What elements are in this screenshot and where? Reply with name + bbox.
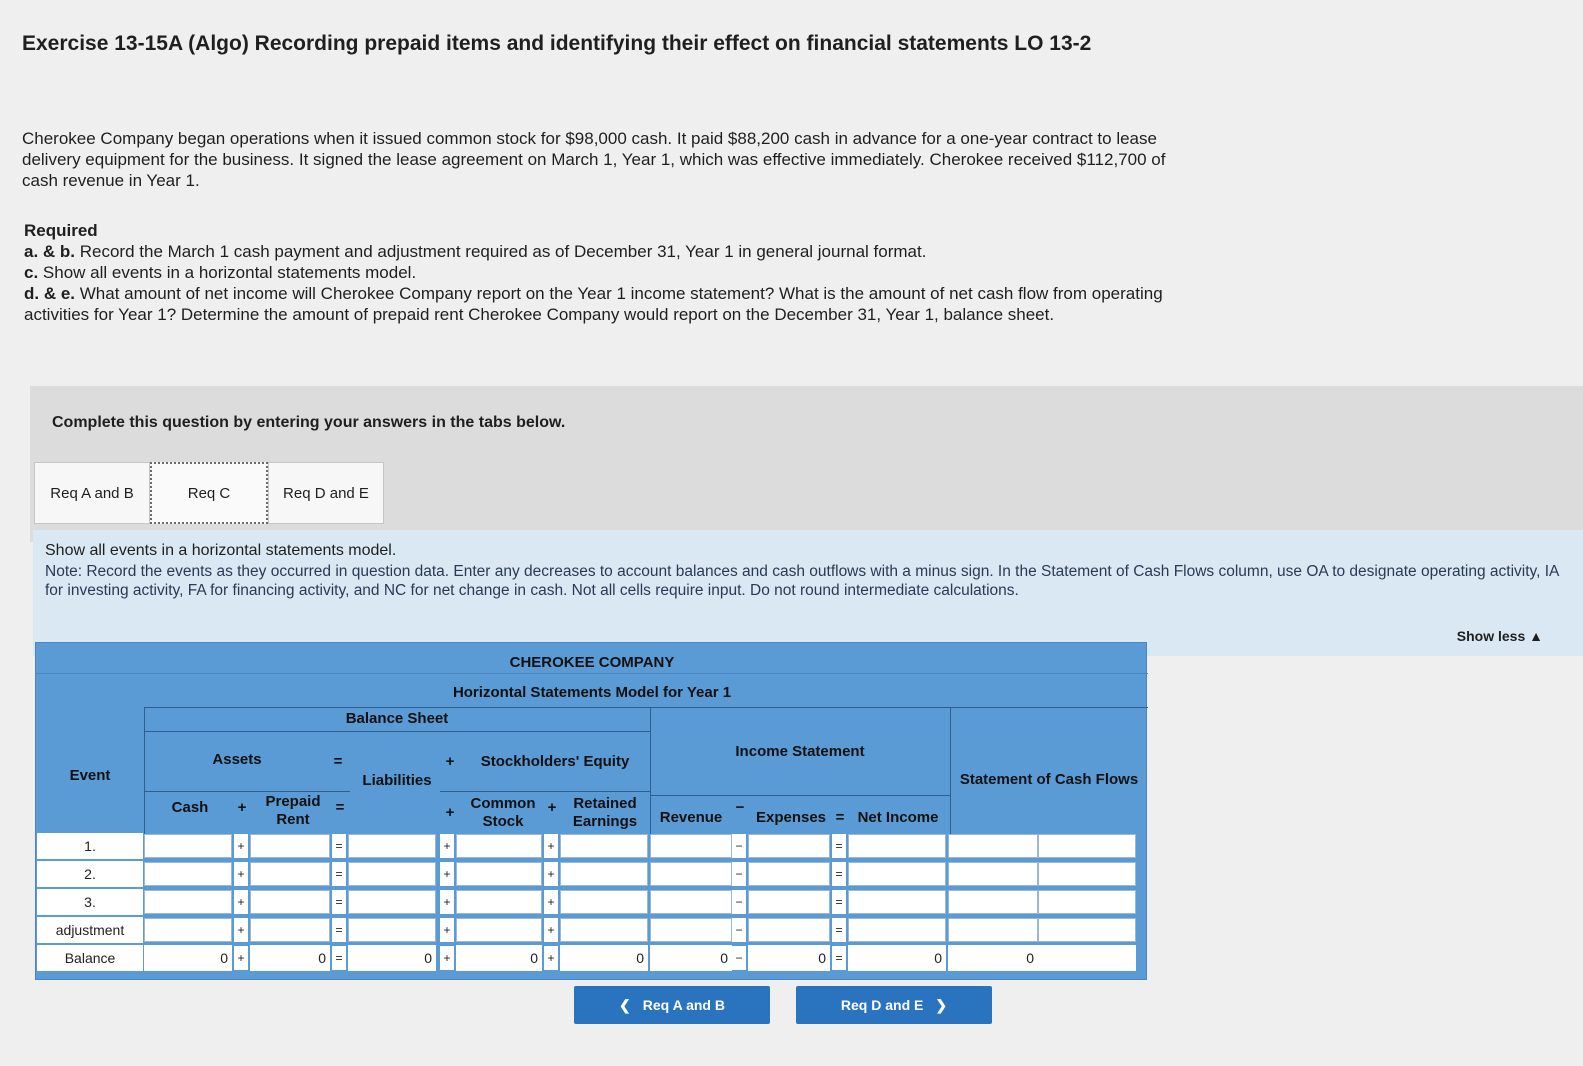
plus-sign-header: +: [445, 753, 455, 770]
liabilities-input[interactable]: [348, 862, 436, 886]
operator-sign: +: [234, 862, 248, 886]
event-row-label: 2.: [37, 861, 143, 887]
cf-amount-input[interactable]: [948, 834, 1038, 858]
complete-prompt: Complete this question by entering your answers in the tabs below.: [52, 414, 566, 431]
common-stock-header: Common Stock: [470, 795, 536, 830]
operator-sign: +: [234, 946, 248, 970]
next-req-button[interactable]: [796, 986, 992, 1024]
plus-sign-col-2: +: [445, 804, 455, 821]
balance-sheet-header: Balance Sheet: [345, 710, 449, 727]
retained-earnings-balance: 0: [560, 945, 648, 971]
show-less-link[interactable]: Show less ▲: [1456, 628, 1543, 644]
cash-input[interactable]: [144, 862, 232, 886]
cf-class-input[interactable]: [1038, 834, 1136, 858]
net-income-input[interactable]: [848, 890, 946, 914]
operator-sign: −: [732, 890, 746, 914]
instructions-line: Show all events in a horizontal statements model.: [45, 542, 397, 559]
operator-sign: =: [332, 834, 346, 858]
retained-earnings-input[interactable]: [560, 890, 648, 914]
operator-sign: +: [544, 946, 558, 970]
operator-sign: +: [544, 862, 558, 886]
cf-amount-input[interactable]: [948, 890, 1038, 914]
prepaid-rent-input[interactable]: [250, 918, 330, 942]
income-statement-header: Income Statement: [735, 743, 865, 760]
expenses-header: Expenses: [755, 809, 827, 826]
operator-sign: +: [234, 834, 248, 858]
net-income-header: Net Income: [857, 809, 939, 826]
cash-input[interactable]: [144, 890, 232, 914]
horizontal-statements-model: [35, 642, 1147, 980]
prev-req-button[interactable]: [574, 986, 770, 1024]
prepaid-rent-input[interactable]: [250, 862, 330, 886]
revenue-input[interactable]: [650, 890, 732, 914]
complete-prompt-bar: [30, 386, 1583, 456]
net-income-input[interactable]: [848, 862, 946, 886]
liabilities-input[interactable]: [348, 918, 436, 942]
prepaid-rent-input[interactable]: [250, 890, 330, 914]
operator-sign: =: [832, 946, 846, 970]
expenses-input[interactable]: [748, 862, 830, 886]
operator-sign: +: [544, 834, 558, 858]
cash-flows-header: Statement of Cash Flows: [959, 771, 1139, 788]
required-section: [24, 220, 1204, 325]
revenue-input[interactable]: [650, 862, 732, 886]
cf-class-input[interactable]: [1038, 890, 1136, 914]
operator-sign: −: [732, 946, 746, 970]
revenue-header: Revenue: [659, 809, 723, 826]
cf-amount-input[interactable]: [948, 862, 1038, 886]
liabilities-input[interactable]: [348, 890, 436, 914]
equals-sign-col: =: [335, 799, 345, 816]
prepaid-rent-balance: 0: [250, 945, 330, 971]
operator-sign: +: [234, 890, 248, 914]
net-income-input[interactable]: [848, 918, 946, 942]
exercise-title: Exercise 13-15A (Algo) Recording prepaid items and identifying their effect on financial statements LO 13-2: [22, 32, 1092, 55]
expenses-balance: 0: [748, 945, 830, 971]
stockholders-equity-header: Stockholders' Equity: [480, 753, 630, 770]
tab-req-d-and-e[interactable]: Req D and E: [268, 462, 384, 524]
operator-sign: +: [440, 862, 454, 886]
liabilities-input[interactable]: [348, 834, 436, 858]
operator-sign: =: [832, 918, 846, 942]
event-header: Event: [69, 767, 111, 784]
problem-text: Cherokee Company began operations when it issued common stock for $98,000 cash. It paid $88,200 cash in advance for a one-year contract to lease delivery equipment for the business. It signed the lease agreement on March 1, Year 1, which was effective immediately. Cherokee received $112,700 of cash revenue in Year 1.: [22, 129, 1166, 190]
liabilities-balance: 0: [348, 945, 436, 971]
operator-sign: =: [832, 834, 846, 858]
cash-input[interactable]: [144, 918, 232, 942]
operator-sign: +: [234, 918, 248, 942]
assets-header: Assets: [212, 751, 262, 768]
event-row-label: 3.: [37, 889, 143, 915]
cf-class-input[interactable]: [1038, 918, 1136, 942]
revenue-balance: 0: [650, 945, 732, 971]
revenue-input[interactable]: [650, 918, 732, 942]
common-stock-input[interactable]: [456, 834, 542, 858]
event-row-label: 1.: [37, 833, 143, 859]
retained-earnings-input[interactable]: [560, 862, 648, 886]
equals-sign-header: =: [333, 753, 343, 770]
retained-earnings-input[interactable]: [560, 834, 648, 858]
required-heading: Required: [24, 221, 98, 240]
operator-sign: +: [544, 918, 558, 942]
common-stock-balance: 0: [456, 945, 542, 971]
prepaid-rent-header: Prepaid Rent: [265, 793, 321, 828]
operator-sign: −: [732, 834, 746, 858]
operator-sign: +: [440, 918, 454, 942]
cash-input[interactable]: [144, 834, 232, 858]
balance-row-label: Balance: [37, 945, 143, 971]
equals-sign-col-2: =: [835, 809, 845, 826]
operator-sign: +: [440, 890, 454, 914]
cf-amount-input[interactable]: [948, 918, 1038, 942]
cash-balance: 0: [144, 945, 232, 971]
required-item-ab: a. & b. Record the March 1 cash payment and adjustment required as of December 31, Year 1 in general journal format.: [24, 242, 927, 261]
next-req-label: Req D and E: [840, 997, 924, 1013]
expenses-input[interactable]: [748, 834, 830, 858]
operator-sign: +: [440, 834, 454, 858]
prepaid-rent-input[interactable]: [250, 834, 330, 858]
cf-amount-balance: 0: [948, 945, 1038, 971]
cash-header: Cash: [171, 799, 209, 816]
cf-class-input[interactable]: [1038, 862, 1136, 886]
operator-sign: =: [332, 890, 346, 914]
instructions-note: Note: Record the events as they occurred in question data. Enter any decreases to account balances and cash outflows with a minus sign. In the Statement of Cash Flows column, use OA to designate operating activity, IA for investing activity, FA for financing activity, and NC for net change in cash. Not all cells require input. Do not round intermediate calculations.: [45, 563, 1559, 599]
operator-sign: +: [544, 890, 558, 914]
event-row-label: adjustment: [37, 917, 143, 943]
net-income-input[interactable]: [848, 834, 946, 858]
chevron-right-icon: ❯: [935, 996, 948, 1013]
plus-sign-col: +: [237, 799, 247, 816]
model-subtitle: Horizontal Statements Model for Year 1: [452, 684, 732, 701]
revenue-input[interactable]: [650, 834, 732, 858]
chevron-left-icon: ❮: [619, 996, 631, 1013]
common-stock-input[interactable]: [456, 918, 542, 942]
plus-sign-col-3: +: [547, 799, 557, 816]
expenses-input[interactable]: [748, 890, 830, 914]
liabilities-header: Liabilities: [362, 772, 432, 789]
operator-sign: =: [332, 862, 346, 886]
tab-req-c[interactable]: Req C: [150, 462, 268, 524]
operator-sign: −: [732, 862, 746, 886]
common-stock-input[interactable]: [456, 862, 542, 886]
operator-sign: =: [832, 862, 846, 886]
retained-earnings-input[interactable]: [560, 918, 648, 942]
required-item-de: d. & e. What amount of net income will Cherokee Company report on the Year 1 income statement? What is the amount of net cash flow from operating activities for Year 1? Determine the amount of prepaid rent Cherokee Company would report on the December 31, Year 1, balance sheet.: [24, 284, 1163, 324]
prev-req-label: Req A and B: [642, 997, 725, 1013]
minus-sign-col: −: [735, 799, 745, 816]
operator-sign: =: [332, 946, 346, 970]
operator-sign: −: [732, 918, 746, 942]
operator-sign: =: [832, 890, 846, 914]
common-stock-input[interactable]: [456, 890, 542, 914]
operator-sign: =: [332, 918, 346, 942]
cf-class-balance: [1038, 945, 1136, 971]
expenses-input[interactable]: [748, 918, 830, 942]
net-income-balance: 0: [848, 945, 946, 971]
tab-req-a-and-b[interactable]: Req A and B: [34, 462, 150, 524]
operator-sign: +: [440, 946, 454, 970]
retained-earnings-header: Retained Earnings: [572, 795, 638, 830]
company-name: CHEROKEE COMPANY: [509, 654, 675, 671]
required-item-c: c. Show all events in a horizontal statements model.: [24, 263, 417, 282]
instructions-panel: [33, 530, 1583, 656]
